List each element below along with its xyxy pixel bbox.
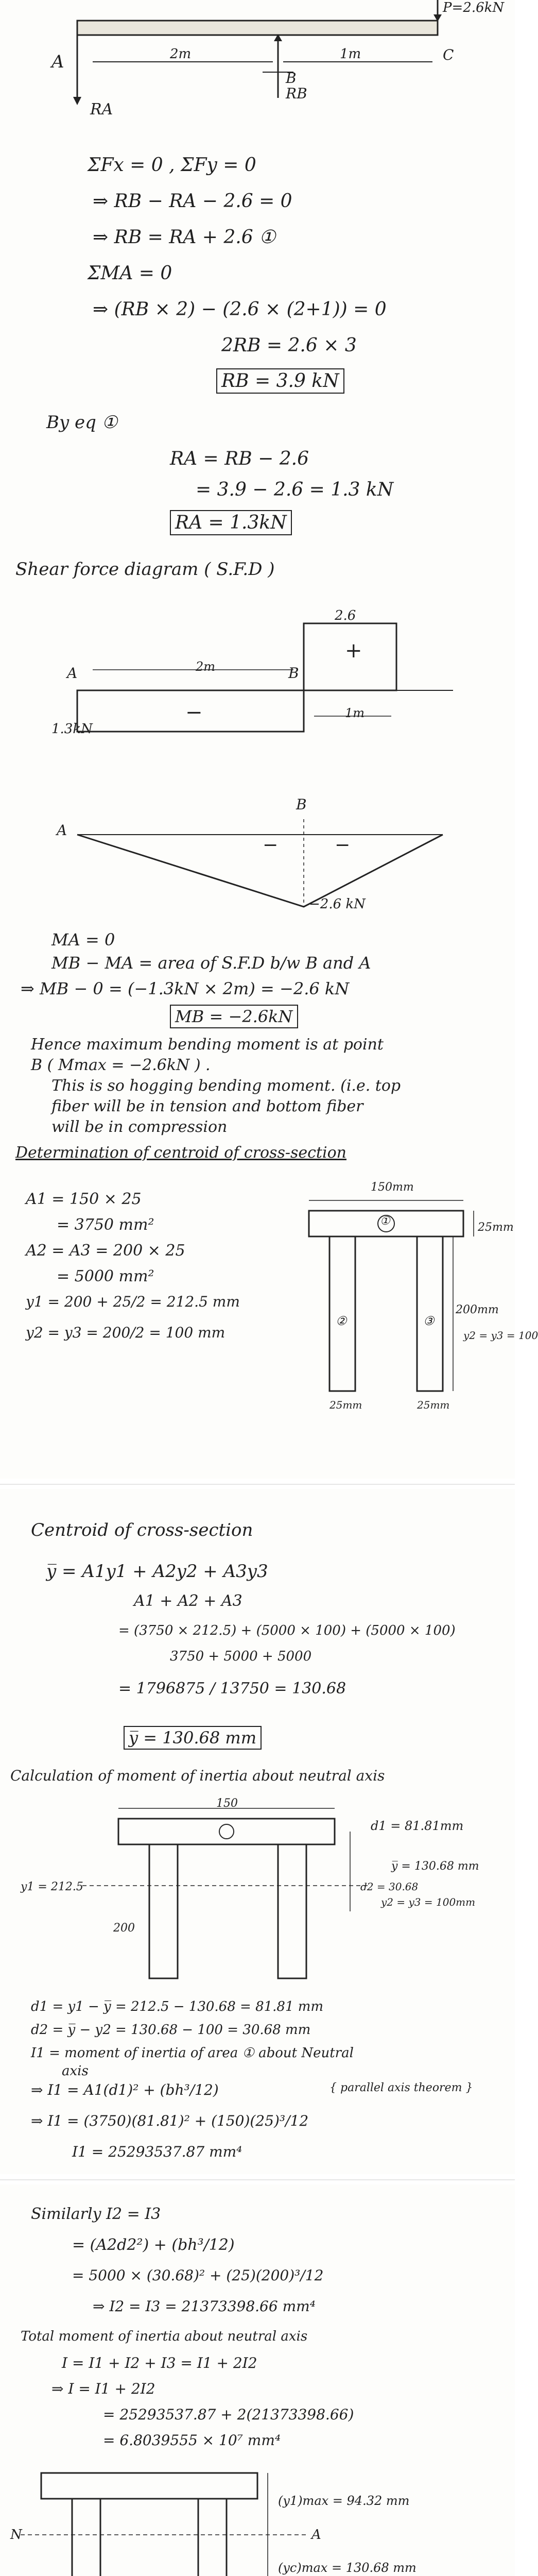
cs-y-dim: y2 = y3 = 100: [463, 1329, 538, 1342]
cs-bottom-dim-1: 25mm: [329, 1399, 362, 1411]
moi-note: { parallel axis theorem }: [329, 2081, 473, 2094]
moi-line: = 6.8039555 × 10⁷ mm⁴: [103, 2432, 281, 2449]
span-bc-label: 1m: [340, 46, 361, 62]
sfd-plus: +: [345, 639, 362, 663]
text-line: B ( Mmax = −2.6kN ) .: [31, 1056, 211, 1074]
support-b-label: B: [286, 70, 297, 87]
centroid-formula-denominator: A1 + A2 + A3: [134, 1592, 242, 1610]
area-line: A2 = A3 = 200 × 25: [26, 1242, 185, 1260]
moi-line: = 25293537.87 + 2(21373398.66): [103, 2406, 354, 2423]
stress-n-label: N: [10, 2527, 22, 2543]
eq-line: ⇒ RB − RA − 2.6 = 0: [93, 191, 292, 212]
bmd-b-label: B: [296, 796, 307, 813]
bmd-sign-1: −: [263, 835, 279, 856]
shear-force-diagram: [0, 608, 515, 762]
moi-height: 200: [113, 1922, 135, 1935]
centroid-formula: = 1796875 / 13750 = 130.68: [118, 1680, 346, 1698]
result-box: y̅ = 130.68 mm: [124, 1726, 262, 1750]
page-separator: [0, 1484, 515, 1485]
moi-line: axis: [62, 2063, 89, 2079]
bmd-a-label: A: [57, 822, 67, 839]
moment-line: MB − MA = area of S.F.D b/w B and A: [51, 953, 371, 973]
stress-yt: (y1)max = 94.32 mm: [278, 2494, 410, 2508]
span-ab-label: 2m: [170, 46, 192, 62]
page-3: [0, 2184, 515, 2576]
sfd-left-value: 1.3kN: [51, 721, 93, 737]
distance-line: d2 = y̅ − y2 = 130.68 − 100 = 30.68 mm: [31, 2022, 311, 2038]
centroid-formula-denominator: 3750 + 5000 + 5000: [170, 1649, 312, 1664]
section-heading: Centroid of cross-section: [31, 1520, 253, 1540]
area-line: = 5000 mm²: [57, 1267, 154, 1285]
distance-line: d1 = y1 − y̅ = 212.5 − 130.68 = 81.81 mm: [31, 1999, 324, 2014]
sfd-span1: 2m: [196, 659, 216, 674]
cs-area-3-label: ③: [423, 1314, 435, 1328]
centroid-line: y2 = y3 = 200/2 = 100 mm: [26, 1324, 225, 1341]
end-c-label: C: [443, 46, 454, 63]
eq-line: 2RB = 2.6 × 3: [221, 335, 357, 356]
sfd-span2: 1m: [345, 706, 365, 720]
moi-line: I1 = moment of inertia of area ① about Neutral: [31, 2045, 354, 2061]
text-line: Hence maximum bending moment is at point: [31, 1036, 384, 1054]
sfd-b-label: B: [288, 665, 299, 682]
moi-line: Total moment of inertia about neutral axis: [21, 2329, 308, 2344]
stress-a-label: A: [311, 2527, 321, 2543]
text-line: fiber will be in tension and bottom fiber: [51, 1097, 363, 1115]
page-separator: [0, 2179, 515, 2180]
centroid-line: y1 = 200 + 25/2 = 212.5 mm: [26, 1293, 240, 1310]
bmd-value: −2.6 kN: [309, 896, 366, 912]
eq-line: ⇒ RB = RA + 2.6 ①: [93, 227, 276, 248]
eq-line: ⇒ (RB × 2) − (2.6 × (2+1)) = 0: [93, 299, 387, 320]
sfd-minus: −: [185, 701, 203, 724]
cs-bottom-dim-2: 25mm: [417, 1399, 450, 1411]
page-1: [0, 0, 515, 1216]
moi-line: ⇒ I2 = I3 = 21373398.66 mm⁴: [93, 2298, 316, 2315]
page-2: [0, 1489, 515, 2174]
moi-line: ⇒ I1 = A1(d1)² + (bh³/12): [31, 2081, 219, 2098]
bending-moment-diagram: [0, 804, 515, 927]
stress-yc: (yc)max = 130.68 mm: [278, 2561, 416, 2575]
beam-diagram: [0, 0, 515, 134]
eq-line: By eq ①: [46, 412, 118, 433]
moment-line: ⇒ MB − 0 = (−1.3kN × 2m) = −2.6 kN: [21, 979, 350, 998]
moi-line: ⇒ I = I1 + 2I2: [51, 2380, 155, 2397]
sfd-top-value: 2.6: [335, 608, 356, 623]
moi-d2: d2 = 30.68: [360, 1880, 419, 1893]
cs-top-dim: 150mm: [371, 1181, 414, 1194]
page-1-cross-section: [0, 1170, 538, 1479]
result-box: RA = 1.3kN: [170, 510, 292, 535]
area-line: = 3750 mm²: [57, 1216, 154, 1234]
cross-section-diagram: [0, 1190, 515, 1427]
cs-side-dim: 25mm: [478, 1221, 514, 1234]
section-heading: Calculation of moment of inertia about neutral axis: [10, 1767, 385, 1784]
load-label: P=2.6kN: [443, 0, 505, 15]
reaction-b-label: RB: [286, 85, 307, 102]
centroid-formula: = (3750 × 212.5) + (5000 × 100) + (5000 × 100): [118, 1623, 456, 1638]
cs-area-1-label: ①: [380, 1215, 390, 1228]
moment-line: MA = 0: [51, 930, 115, 950]
eq-line: = 3.9 − 2.6 = 1.3 kN: [196, 479, 394, 500]
moi-top-dim: 150: [216, 1797, 238, 1810]
cs-height-dim: 200mm: [456, 1303, 499, 1316]
reaction-a-label: RA: [90, 100, 113, 118]
stress-diagram: [0, 2463, 515, 2576]
text-line: This is so hogging bending moment. (i.e. top: [51, 1077, 401, 1095]
cs-area-2-label: ②: [336, 1314, 347, 1328]
moi-y1: y1 = 212.5: [21, 1880, 83, 1893]
moi-d1: d1 = 81.81mm: [371, 1819, 464, 1833]
area-line: A1 = 150 × 25: [26, 1190, 142, 1208]
section-heading: Determination of centroid of cross-section: [15, 1144, 346, 1162]
eq-line: RA = RB − 2.6: [170, 448, 309, 469]
moi-ybar: y̅ = 130.68 mm: [391, 1860, 479, 1873]
sfd-a-label: A: [67, 665, 78, 682]
eq-line: ΣFx = 0 , ΣFy = 0: [88, 155, 256, 176]
centroid-formula: y̅ = A1y1 + A2y2 + A3y3: [46, 1561, 268, 1582]
moi-line: Similarly I2 = I3: [31, 2205, 161, 2223]
support-a-label: A: [51, 52, 64, 72]
section-heading: Shear force diagram ( S.F.D ): [15, 559, 275, 580]
result-box: RB = 3.9 kN: [216, 368, 344, 394]
bmd-sign-2: −: [335, 835, 351, 856]
moi-y2: y2 = y3 = 100mm: [381, 1896, 476, 1908]
moi-line: I1 = 25293537.87 mm⁴: [72, 2143, 242, 2160]
moi-line: I = I1 + I2 + I3 = I1 + 2I2: [62, 2354, 257, 2371]
moi-line: = (A2d2²) + (bh³/12): [72, 2236, 235, 2254]
text-line: will be in compression: [51, 1118, 228, 1136]
result-box: MB = −2.6kN: [170, 1005, 298, 1028]
moi-line: = 5000 × (30.68)² + (25)(200)³/12: [72, 2267, 324, 2284]
moi-line: ⇒ I1 = (3750)(81.81)² + (150)(25)³/12: [31, 2112, 309, 2129]
eq-line: ΣMA = 0: [88, 263, 172, 284]
